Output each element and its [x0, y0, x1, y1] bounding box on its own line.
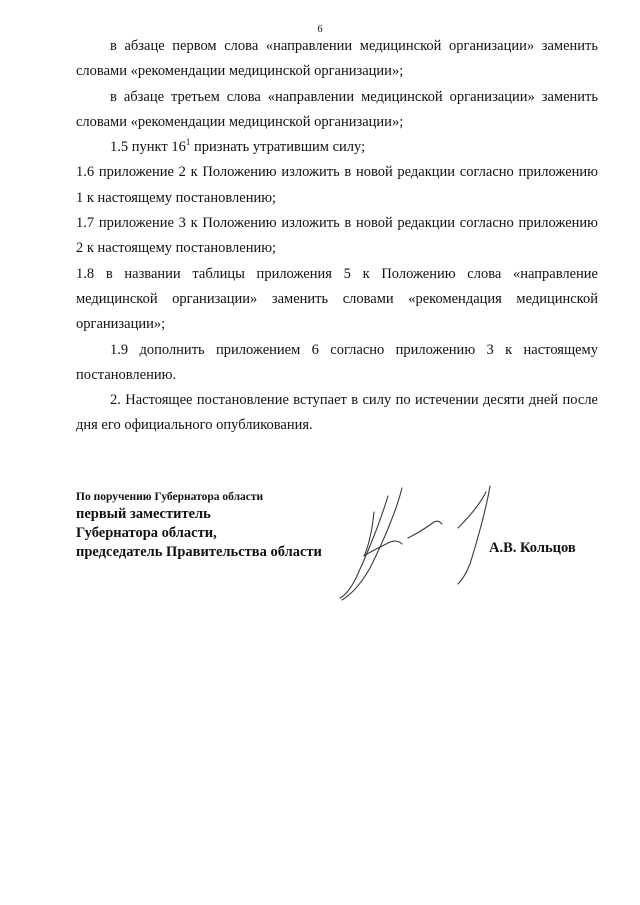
- paragraph-3-superscript: 1: [185, 137, 191, 148]
- paragraph-7: 1.9 дополнить приложением 6 согласно приложению 3 к настоящему постановлению.: [76, 341, 598, 383]
- signature-stroke: [458, 486, 490, 584]
- document-body: [76, 34, 598, 439]
- signatory-title-line-2: Губернатора области,: [76, 525, 217, 541]
- signatory-title-line-3: председатель Правительства области: [76, 544, 322, 560]
- signature-block: [76, 489, 322, 562]
- handwritten-signature: [330, 482, 500, 607]
- paragraph-4: 1.6 приложение 2 к Положению изложить в новой редакции согласно приложению 1 к настоящему постановлению;: [76, 164, 598, 206]
- signatory-title-line-1: первый заместитель: [76, 506, 211, 522]
- paragraph-5: 1.7 приложение 3 к Положению изложить в новой редакции согласно приложению 2 к настоящему постановлению;: [76, 215, 598, 257]
- paragraph-3: [76, 135, 598, 160]
- signature-stroke: [342, 488, 402, 600]
- paragraph-6: 1.8 в названии таблицы приложения 5 к Положению слова «направление медицинской организации» заменить словами «рекомендация медицинской организации»;: [76, 265, 598, 333]
- paragraph-2: в абзаце третьем слова «направлении медицинской организации» заменить словами «рекомендации медицинской организации»;: [76, 88, 598, 130]
- signatory-authority-line: По поручению Губернатора области: [76, 491, 264, 503]
- paragraph-8: 2. Настоящее постановление вступает в силу по истечении десяти дней после дня его официального опубликования.: [76, 392, 598, 434]
- page-number: 6: [317, 24, 323, 35]
- paragraph-1: в абзаце первом слова «направлении медицинской организации» заменить словами «рекомендации медицинской организации»;: [76, 38, 598, 80]
- signature-stroke: [408, 521, 442, 538]
- signature-stroke: [364, 512, 402, 556]
- paragraph-3-text-after: признать утратившим силу;: [190, 139, 366, 156]
- signer-name: А.В. Кольцов: [489, 540, 576, 556]
- paragraph-3-text-before: 1.5 пункт 16: [110, 139, 186, 156]
